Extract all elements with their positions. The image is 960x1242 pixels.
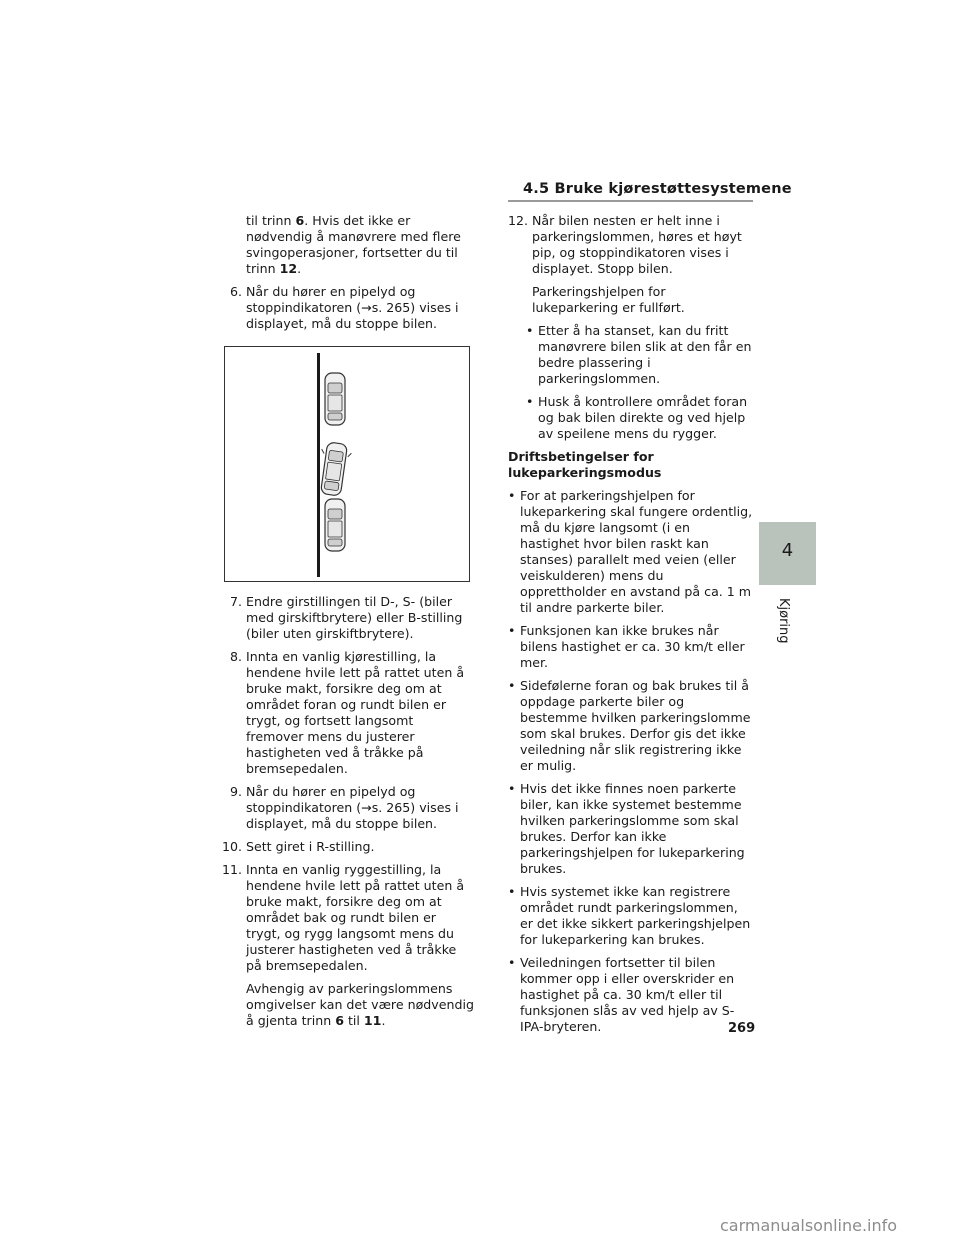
list-item: • Hvis systemet ikke kan registrere området rundt parkeringslommen, er det ikke sikkert parkeringshjelpen for lukeparkering kan brukes. bbox=[508, 884, 751, 947]
step-6: 6. Når du hører en pipelyd og stoppindikatoren (→s. 265) vises i displayet, må du stoppe bilen. bbox=[229, 284, 459, 331]
list-item: • Hvis det ikke finnes noen parkerte biler, kan ikke systemet bestemme hvilken parkeringslomme som skal brukes. Derfor kan ikke parkeringshjelpen for lukeparkering brukes. bbox=[508, 781, 745, 876]
list-item: • For at parkeringshjelpen for lukeparkering skal fungere ordentlig, må du kjøre langsomt (i en hastighet hvor bilen raskt kan stanses) parallelt med veien (eller veiskulderen) mens du opprettholder en avstand på ca. 1 m til andre parkerte biler. bbox=[508, 488, 753, 615]
page-number: 269 bbox=[728, 1021, 756, 1036]
step-7: 7. Endre girstillingen til D-, S- (biler med girskiftbrytere) eller B-stilling (biler uten girskiftbrytere). bbox=[229, 594, 463, 641]
header-rule bbox=[508, 200, 753, 202]
parking-illustration bbox=[224, 346, 470, 582]
list-item: • Sidefølerne foran og bak brukes til å oppdage parkerte biler og bestemme hvilken parkeringslomme som skal brukes. Derfor gis det ikke veiledning når slik registrering ikke er mulig. bbox=[508, 678, 751, 773]
conditions-bullet-list bbox=[508, 488, 756, 1036]
watermark: carmanualsonline.info bbox=[720, 1216, 898, 1235]
step-12: 12. Når bilen nesten er helt inne i parkeringslommen, høres et høyt pip, og stoppindikatoren vises i displayet. Stopp bilen. Parkeringshjelpen for lukeparkering er fullført. bbox=[508, 213, 753, 316]
section-header: 4.5 Bruke kjørestøttesystemene bbox=[523, 181, 792, 197]
step-11: 11. Innta en vanlig ryggestilling, la hendene hvile lett på rattet uten å bruke makt, forsikre deg om at området bak og rundt bilen er trygt, og rygg langsomt mens du justerer hastigheten ved å tråkke på bremsepedalen. Avhengig av parkeringslommens omgivelser kan det være nødvendig å gjenta trinn 6 til 11. bbox=[222, 862, 474, 1028]
intro-paragraph: til trinn 6. Hvis det ikke er nødvendig å manøvrere med flere svingoperasjoner, fortsetter du til trinn 12. bbox=[246, 213, 461, 276]
curb-line bbox=[317, 353, 320, 577]
left-column bbox=[222, 213, 474, 1036]
step-11-note: Avhengig av parkeringslommens omgivelser kan det være nødvendig å gjenta trinn 6 til 11. bbox=[246, 981, 474, 1028]
maneuvering-car bbox=[316, 441, 353, 497]
parked-car-rear bbox=[325, 499, 345, 551]
step-8: 8. Innta en vanlig kjørestilling, la hendene hvile lett på rattet uten å bruke makt, forsikre deg om at området foran og rundt bilen er trygt, og fortsett langsomt fremover mens du justerer hastigheten ved å tråkke på bremsepedalen. bbox=[229, 649, 465, 776]
chapter-label: Kjøring bbox=[776, 598, 791, 644]
sub-bullet-list bbox=[508, 323, 753, 442]
step-9: 9. Når du hører en pipelyd og stoppindikatoren (→s. 265) vises i displayet, må du stoppe bilen. bbox=[229, 784, 459, 831]
right-column bbox=[508, 213, 756, 1042]
operating-conditions-heading: Driftsbetingelser for lukeparkeringsmodus bbox=[508, 449, 662, 480]
chapter-number: 4 bbox=[781, 540, 794, 561]
list-item: • Etter å ha stanset, kan du fritt manøvrere bilen slik at den får en bedre plassering i parkeringslommen. bbox=[526, 323, 752, 386]
list-item: • Husk å kontrollere området foran og bak bilen direkte og ved hjelp av speilene mens du rygger. bbox=[526, 394, 748, 441]
list-item: • Funksjonen kan ikke brukes når bilens hastighet er ca. 30 km/t eller mer. bbox=[508, 623, 745, 670]
list-item: • Veiledningen fortsetter til bilen kommer opp i eller overskrider en hastighet på ca. 30 km/t eller til funksjonen slås av ved hjelp av S-IPA-bryteren. bbox=[508, 955, 735, 1034]
step-10: 10. Sett giret i R-stilling. bbox=[222, 839, 375, 854]
parked-car-front bbox=[325, 373, 345, 425]
step-12-note: Parkeringshjelpen for lukeparkering er fullført. bbox=[532, 284, 685, 315]
